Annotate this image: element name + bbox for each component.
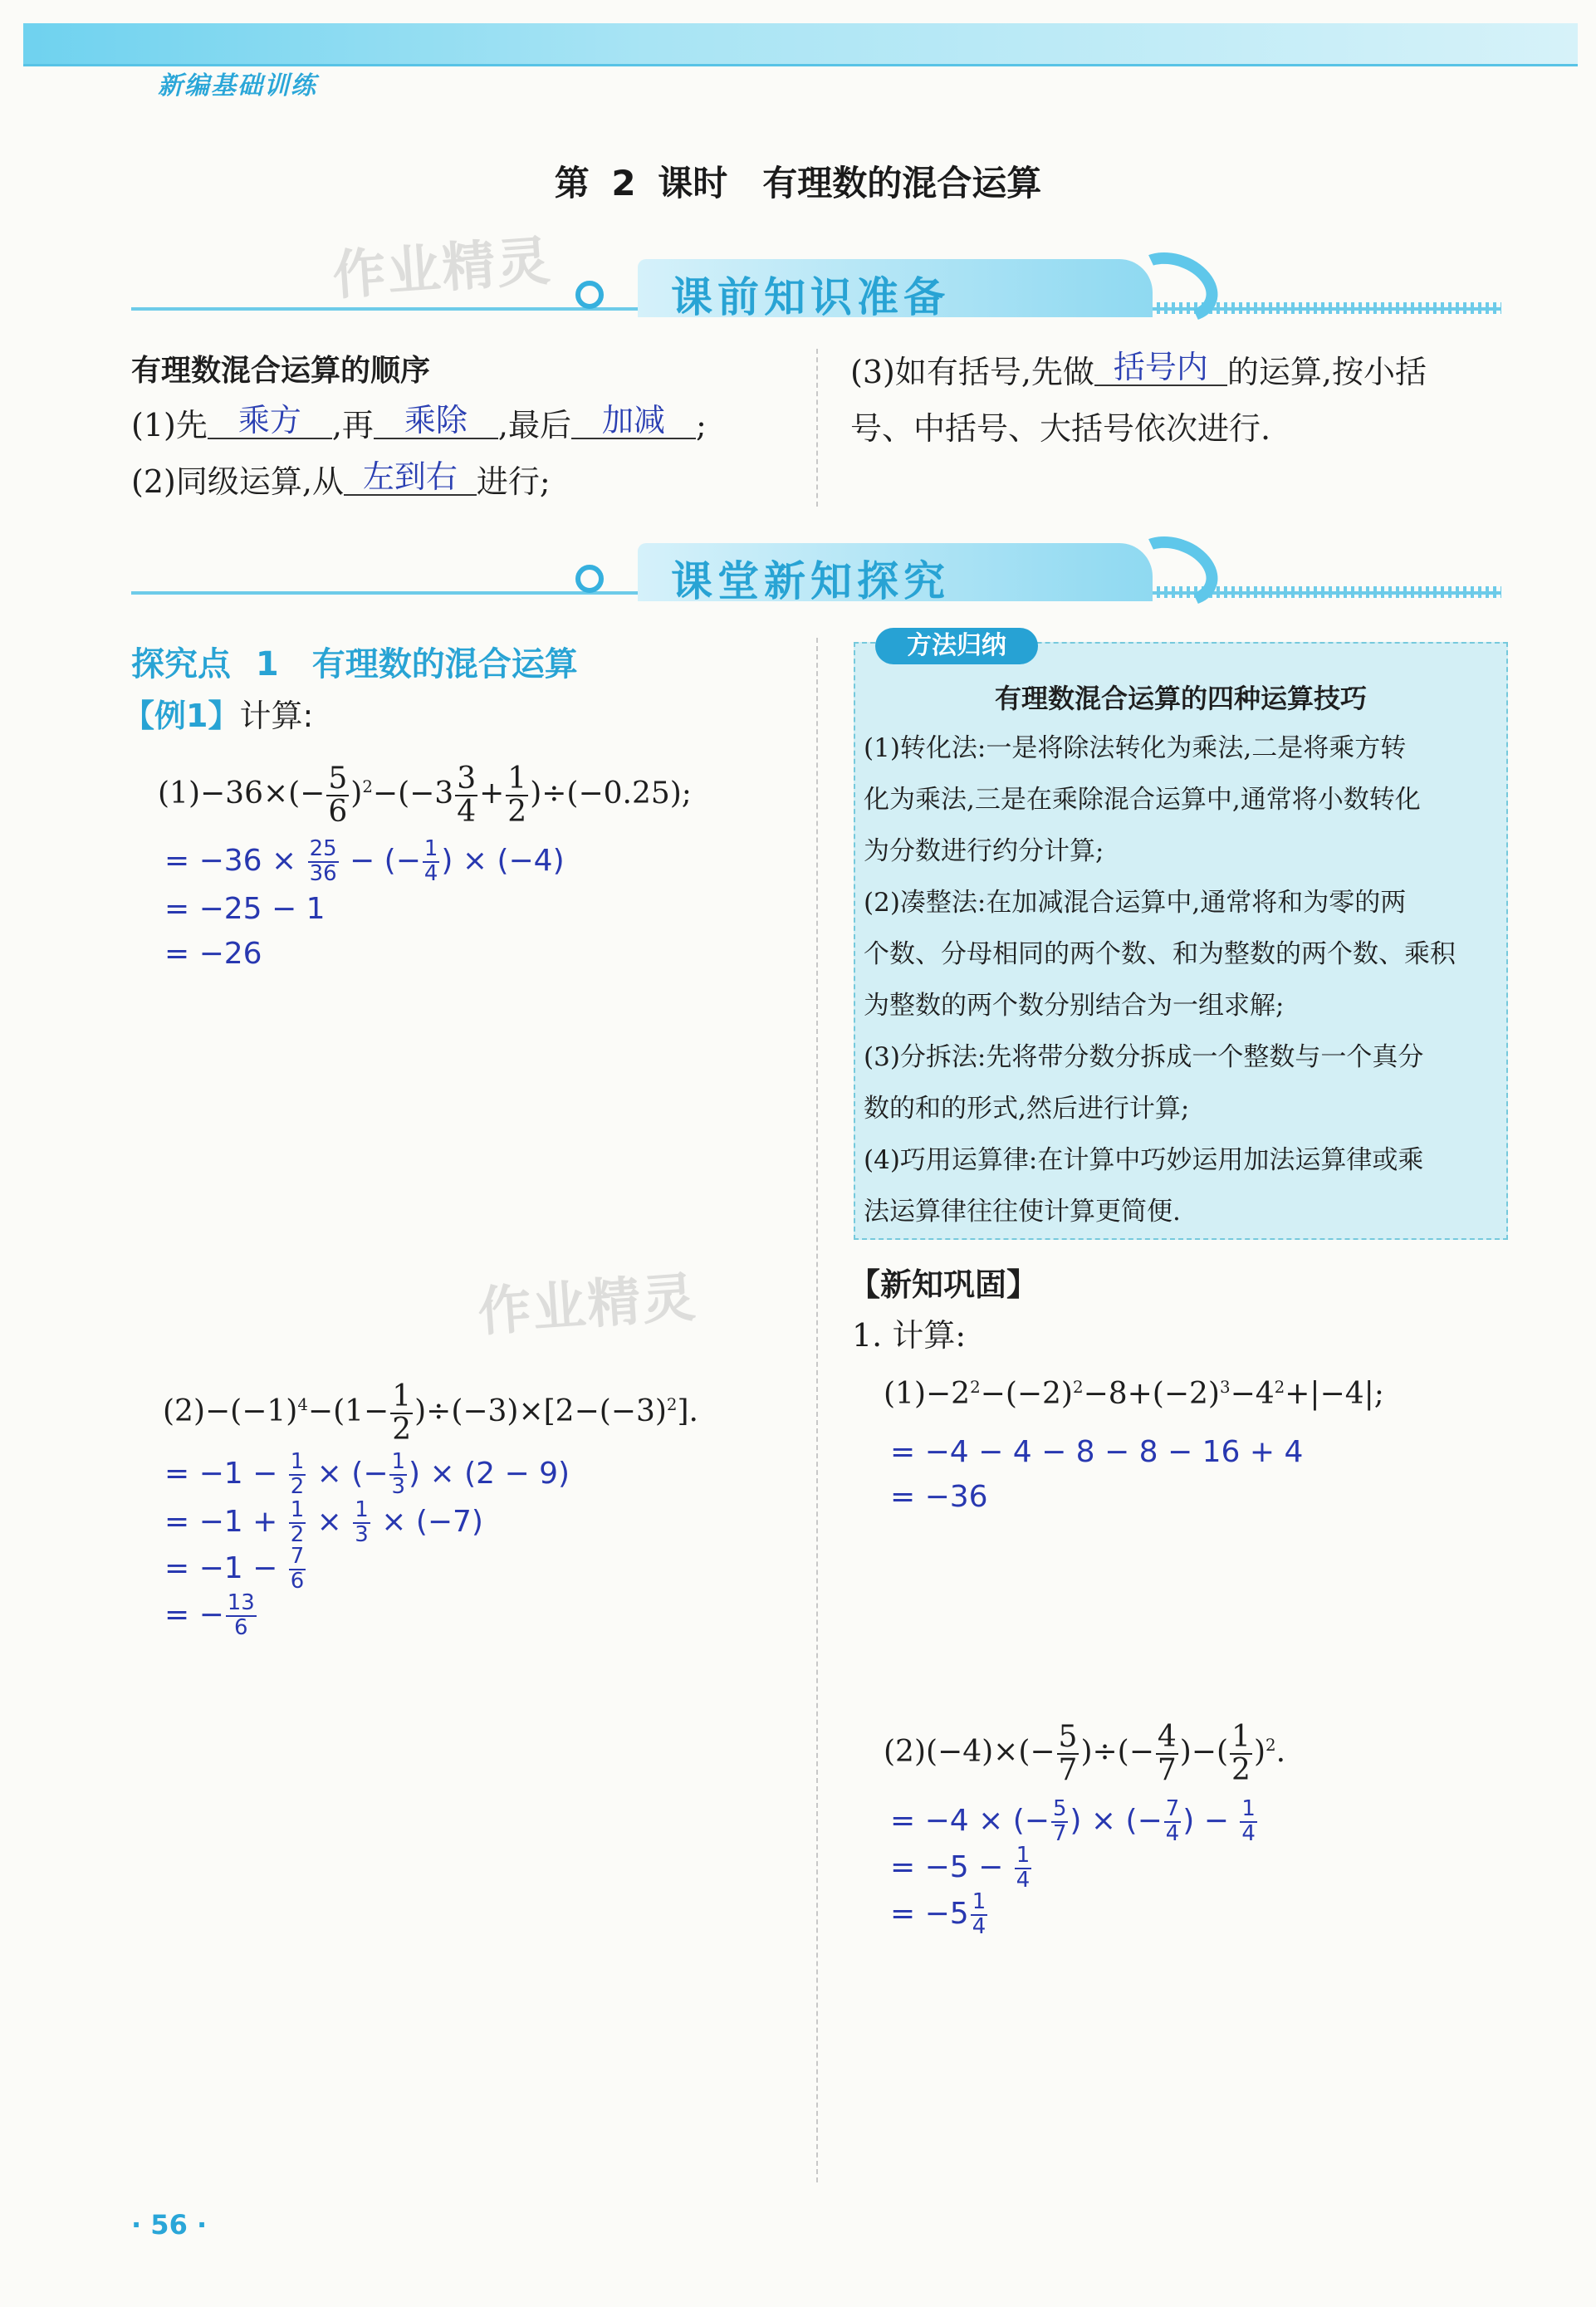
method-line: (4)巧用运算律:在计算中巧妙运用加法运算律或乘 (864, 1145, 1424, 1175)
example-1-answer-line: = −25 − 1 (164, 892, 326, 926)
fraction: $\frac{1}{4}$ (423, 836, 438, 886)
column-divider (816, 638, 818, 2182)
consolidate-title: 【新知巩固】 (849, 1266, 1039, 1303)
consolidate-2-answer-line: = −4 × (− $\frac{5}{7}$ ) × (− $\frac{7}{4}$ ) − $\frac{1}{4}$ (890, 1796, 1256, 1846)
method-line: 为整数的两个数分别结合为一组求解; (864, 991, 1285, 1021)
header-band (23, 23, 1578, 66)
fraction: $\frac{1}{2}$ (507, 762, 527, 829)
answer-blank: 括号内 (1094, 344, 1227, 386)
example-2-answer-line: = −1 − $\frac{1}{2}$ × (− $\frac{1}{3}$ ) × (2 − 9) (164, 1449, 570, 1499)
consolidate-1-answer-line: = −4 − 4 − 8 − 8 − 16 + 4 (890, 1435, 1304, 1469)
prep-item-1-mid2: ,最后 (497, 407, 572, 443)
prep-item-1 (131, 402, 707, 448)
fraction: $\frac{7}{4}$ (1165, 1796, 1180, 1846)
consolidate-1-answer-line: = −36 (890, 1480, 988, 1514)
explore-point-title: 探究点 1 有理数的混合运算 (131, 645, 578, 683)
example-1-answer-line: = −26 (164, 937, 262, 971)
answer-blank: 加减 (571, 397, 696, 439)
method-body (864, 722, 1503, 1237)
page-number: · 56 · (131, 2209, 208, 2241)
section-title-prep: 课前知识准备 (671, 273, 950, 321)
column-divider (816, 349, 818, 507)
fraction: $\frac{3}{4}$ (457, 762, 477, 829)
fraction: $\frac{5}{6}$ (328, 762, 348, 829)
fraction: $\frac{1}{2}$ (392, 1379, 412, 1447)
page-title: 第 2 课时 有理数的混合运算 (554, 163, 1042, 203)
method-title: 有理数混合运算的四种运算技巧 (994, 683, 1367, 714)
method-line: (3)分拆法:先将带分数分拆成一个整数与一个真分 (864, 1042, 1424, 1072)
fraction: $\frac{1}{3}$ (391, 1449, 405, 1499)
method-line: 个数、分母相同的两个数、和为整数的两个数、乘积 (864, 939, 1456, 969)
fraction: $\frac{4}{7}$ (1157, 1720, 1177, 1787)
example-2-answer-line: = −1 − $\frac{7}{6}$ (164, 1544, 305, 1594)
answer-blank: 乘方 (208, 397, 332, 439)
consolidate-question-label: 1. 计算: (852, 1317, 967, 1354)
answer-blank: 乘除 (374, 397, 498, 439)
consolidate-question-2: (2)(−4)×(− $\frac{5}{7}$ )÷(− $\frac{4}{7}$ )−( $\frac{1}{2}$ )$^2$. (884, 1720, 1286, 1787)
section-title-explore: 课堂新知探究 (671, 557, 950, 605)
brand-title: 新编基础训练 (158, 71, 317, 100)
fraction: $\frac{25}{36}$ (309, 836, 337, 886)
prep-item-3-line2: 号、中括号、大括号依次进行. (850, 410, 1271, 447)
fraction: $\frac{1}{2}$ (1231, 1720, 1251, 1787)
method-line: 法运算律往往使计算更简便. (864, 1197, 1181, 1227)
example-1-answer-line: = −36 × $\frac{25}{36}$ − (− $\frac{1}{4}$ ) × (−4) (164, 836, 565, 886)
prep-heading: 有理数混合运算的顺序 (131, 354, 431, 388)
example-2-answer-line: = −1 + $\frac{1}{2}$ × $\frac{1}{3}$ × (−7) (164, 1497, 483, 1547)
method-line: 数的和的形式,然后进行计算; (864, 1094, 1190, 1124)
fraction: $\frac{7}{6}$ (290, 1544, 305, 1594)
prep-item-1-suffix: ; (696, 407, 707, 443)
prep-item-1-prefix: (1)先 (131, 407, 208, 443)
example-heading: 【例1】计算: (123, 698, 314, 734)
consolidate-2-answer-line: = −5 $\frac{1}{4}$ (890, 1889, 986, 1939)
example-tag: 【例1】 (123, 698, 240, 734)
method-line: (2)凑整法:在加减混合运算中,通常将和为零的两 (864, 888, 1407, 918)
consolidate-question-1: $(1)-2^2-(-2)^2-8+(-2)^3-4^2+|-4|$; (884, 1377, 1384, 1411)
fraction: $\frac{1}{3}$ (355, 1497, 369, 1547)
example-question-2: $(2)-(-1)^4-(1-$ $\frac{1}{2}$ )$\div(-3)\times[2-(-3)^2]$. (163, 1379, 699, 1447)
fraction: $\frac{1}{4}$ (1016, 1843, 1031, 1893)
watermark: 作业精灵 (476, 1266, 699, 1345)
watermark: 作业精灵 (330, 230, 554, 308)
method-tag: 方法归纳 (875, 628, 1038, 664)
consolidate-2-answer-line: = −5 − $\frac{1}{4}$ (890, 1843, 1031, 1893)
method-line: (1)转化法:一是将除法转化为乘法,二是将乘方转 (864, 733, 1407, 763)
fraction: $\frac{1}{2}$ (290, 1497, 305, 1547)
fraction: $\frac{13}{6}$ (227, 1590, 255, 1640)
ring-icon (575, 565, 604, 593)
prep-item-1-mid1: ,再 (331, 407, 374, 443)
example-question-1: (1)−36×(− $\frac{5}{6}$ )$^2$−(−3 $\frac{3}{4}$ + $\frac{1}{2}$ )÷(−0.25); (158, 762, 692, 829)
answer-blank: 左到右 (344, 453, 477, 496)
method-line: 为分数进行约分计算; (864, 836, 1104, 866)
section-banner-explore (131, 543, 1501, 618)
section-banner-prep (131, 259, 1501, 334)
fraction: $\frac{1}{2}$ (290, 1449, 305, 1499)
fraction: $\frac{1}{4}$ (972, 1889, 986, 1939)
ring-icon (575, 281, 604, 309)
fraction: $\frac{1}{4}$ (1241, 1796, 1256, 1846)
example-2-answer-line: = − $\frac{13}{6}$ (164, 1590, 255, 1640)
fraction: $\frac{5}{7}$ (1058, 1720, 1078, 1787)
fraction: $\frac{5}{7}$ (1052, 1796, 1067, 1846)
prep-item-2: (2)同级运算,从 左到右 进行; (131, 462, 551, 504)
prep-item-3: (3)如有括号,先做 括号内 的运算,按小括 (850, 352, 1427, 394)
method-line: 化为乘法,三是在乘除混合运算中,通常将小数转化 (864, 785, 1421, 815)
